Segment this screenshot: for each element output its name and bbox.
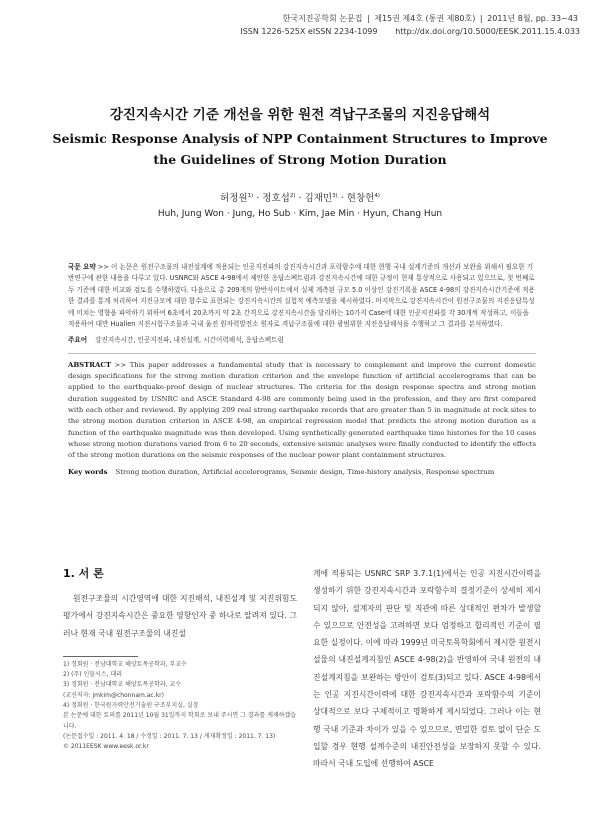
footnote: 1) 정회원 · 전남대학교 해양토목공학과, 부교수 xyxy=(63,660,187,668)
title-korean: 강진지속시간 기준 개선을 위한 원전 격납구조물의 지진응답해석 xyxy=(109,107,491,123)
author-name: 허정원 xyxy=(220,193,248,204)
author-mark: 1) xyxy=(247,192,254,199)
footnotes xyxy=(63,660,297,753)
issn: ISSN 1226-525X eISSN 2234-1099 xyxy=(240,27,378,36)
footnote: (교신저자: jmkim@chonnam.ac.kr) xyxy=(63,691,164,699)
footnote: 4) 정회원 · 한국원자력안전기술원 구조부지실, 실장 xyxy=(63,702,199,710)
keywords-korean xyxy=(68,335,536,346)
abstract-ko-label: 국문 요약 xyxy=(68,263,96,271)
footnote: (논문접수일 : 2011. 4. 18 / 수정일 : 2011. 7. 13 / 게재확정일 : 2011. 7. 13) xyxy=(63,732,276,740)
journal-name: 한국지진공학회 논문집 xyxy=(282,14,363,23)
abstract-korean xyxy=(68,262,536,330)
abstract-section xyxy=(68,262,536,478)
author-separator: · xyxy=(337,193,347,204)
abstract-divider xyxy=(68,353,536,354)
footnote: 2) (주) 인들시스, 대리 xyxy=(63,671,123,679)
copyright: © 2011EESK www.eesk.or.kr xyxy=(63,743,149,751)
author-mark: 4) xyxy=(374,192,380,199)
author-mark: 2) xyxy=(289,192,296,199)
authors-english: Huh, Jung Won · Jung, Ho Sub · Kim, Jae Min · Hyun, Chang Hun xyxy=(157,209,443,219)
section-body-left: 원전구조물의 시간영역에 대한 지진해석, 내진설계 및 지진위험도 평가에서 강진지속시간은 중요한 영향인자 중 하나로 알려져 있다. 그러나 현재 국내 원전구조물의 내진설 xyxy=(63,594,297,638)
author-name: 정호섭 xyxy=(262,193,290,204)
footnote-rule xyxy=(63,656,138,657)
doi-link[interactable]: http://dx.doi.org/10.5000/EESK.2011.15.4.033 xyxy=(395,27,580,36)
author-separator: · xyxy=(253,193,263,204)
keywords-english xyxy=(68,467,536,478)
journal-volume: 제15권 제4호 (통권 제80호) xyxy=(374,14,476,23)
abstract-en-label: ABSTRACT xyxy=(68,360,111,369)
footnote: 본 논문에 대한 토의를 2011년 10월 31일까지 학회로 보내 주시면 그 결과를 게재하겠습니다. xyxy=(63,712,297,730)
section-body-right: 계에 적용되는 USNRC SRP 3.7.1(1)에서는 인공 지진시간이력을 생성하기 위한 강진지속시간과 포락함수의 결정기준이 상세히 제시되지 않아, 설계자의 판단 및 직관에 따른 상대적인 편차가 발생할 수 있으므로 안전성을 고려하면 보다 엄정하고 합리적인 기준이 필요한 실정이다. 이에 따라 1999년 미국토목학회에서 제시한 원전시설물의 내진설계지침인 ASCE 4-98(2)을 반영하여 국내 원전의 내진설계지침을 보완하는 방안이 검토(3)되고 있다. ASCE 4-98에서는 인공 지진시간이력에 대한 강진지속시간과 포락함수의 기준이 상대적으로 보다 구체적이고 명확하게 제시되었다. 그러나 이는 현행 국내 기준과 차이가 있을 수 있으므로, 면밀한 검토 없이 단순 도입할 경우 현행 설계수준의 내진안전성을 보장하지 못할 수 있다. 따라서 국내 도입에 선행하여 ASCE xyxy=(313,569,541,769)
abstract-ko-text: 이 논문은 원전구조물의 내진설계에 적용되는 인공지진파의 강진지속시간과 포락함수에 대한 현행 국내 설계기준의 개선과 보완을 위해서 필요한 기반연구에 관한 내용을 다루고 있다. USNRC와 ASCE 4-98에서 제안한 응답스펙트럼과 강진지속시간에 대한 규정이 현재 통상적으로 사용되고 있으므로, 첫 번째로 두 기준에 대한 비교와 검토를 수행하였다. 다음으로 총 209개의 암반사이트에서 실제 계측된 규모 5.0 이상인 강진기록을 ASCE 4-98의 강진지속시간기준에 적용한 결과를 통계 처리하여 지진규모에 대한 함수로 표현되는 강진지속시간의 실험적 예측모델을 제시하였다. 마지막으로 강진지속시간이 원전구조물의 지진응답특성에 미치는 영향을 파악하기 위하여 6초에서 20초까지 약 2초 간격으로 강진지속시간을 달리하는 10가지 Case에 대한 인공지진파를 각 30개씩 작성하고, 이들을 적용하여 대만 Hualien 지진시험구조물과 국내 울진 원자력발전소 원자로 격납구조물에 대한 광범위한 지진응답해석을 수행하고 그 결과를 분석하였다. xyxy=(68,263,535,329)
abstract-en-arrow: >> xyxy=(110,360,130,369)
abstract-english xyxy=(68,360,536,462)
authors-korean xyxy=(0,190,600,204)
abstract-ko-arrow: >> xyxy=(95,263,112,271)
section-heading: 1. 서 론 xyxy=(63,567,104,580)
keywords-ko-label: 주요어 xyxy=(68,336,88,345)
author-separator: · xyxy=(295,193,305,204)
title-english: Seismic Response Analysis of NPP Containment Structures to Improve the Guidelines of Strong Motion Duration xyxy=(52,131,548,167)
keywords-ko-text: 강진지속시간, 인공지진파, 내진설계, 시간이력해석, 응답스펙트럼 xyxy=(95,336,284,345)
keywords-en-label: Key words xyxy=(68,467,108,476)
journal-date-pages: 2011년 8월, pp. 33~43 xyxy=(487,14,578,23)
author-name: 현창헌 xyxy=(346,193,375,204)
left-column xyxy=(63,565,297,753)
footnote: 3) 정회원 · 전남대학교 해양토목공학과, 교수 xyxy=(63,681,182,689)
journal-header: 한국지진공학회 논문집 | 제15권 제4호 (통권 제80호) | 2011년 8월, pp. 33~43 ISSN 1226-525X eISSN 2234-1099 http://dx.doi.org/10.5000/EESK.2011.15.4.033 xyxy=(240,14,580,36)
author-mark: 3) xyxy=(332,192,338,199)
keywords-en-text: Strong motion duration, Artificial accelerograms, Seismic design, Time-history analysis, Response spectrum xyxy=(115,467,495,476)
abstract-en-text: This paper addresses a fundamental study that is necessary to complement and improve the current domestic design specifications for the strong motion duration criterion and the envelope function of artificial accelerograms that can be applied to the earthquake-proof design of nuclear structures. The criteria for the design response spectra and strong motion duration suggested by USNRC and ASCE Standard 4-98 are commonly being used in the profession, and they are first compared with each other and reviewed. By applying 209 real strong earthquake records that are greater than 5 in magnitude at rock sites to the strong motion duration criterion in ASCE 4-98, an empirical regression model that predicts the strong motion duration as a function of the earthquake magnitude was then developed. Using synthetically generated earthquake time histories for the 10 cases whose strong motion durations varied from 6 to 20 seconds, extensive seismic analyses were finally conducted to identify the effects of the strong motion durations on the seismic responses of the nuclear power plant containment structures. xyxy=(68,360,536,460)
author-name: 김재민 xyxy=(304,193,333,204)
